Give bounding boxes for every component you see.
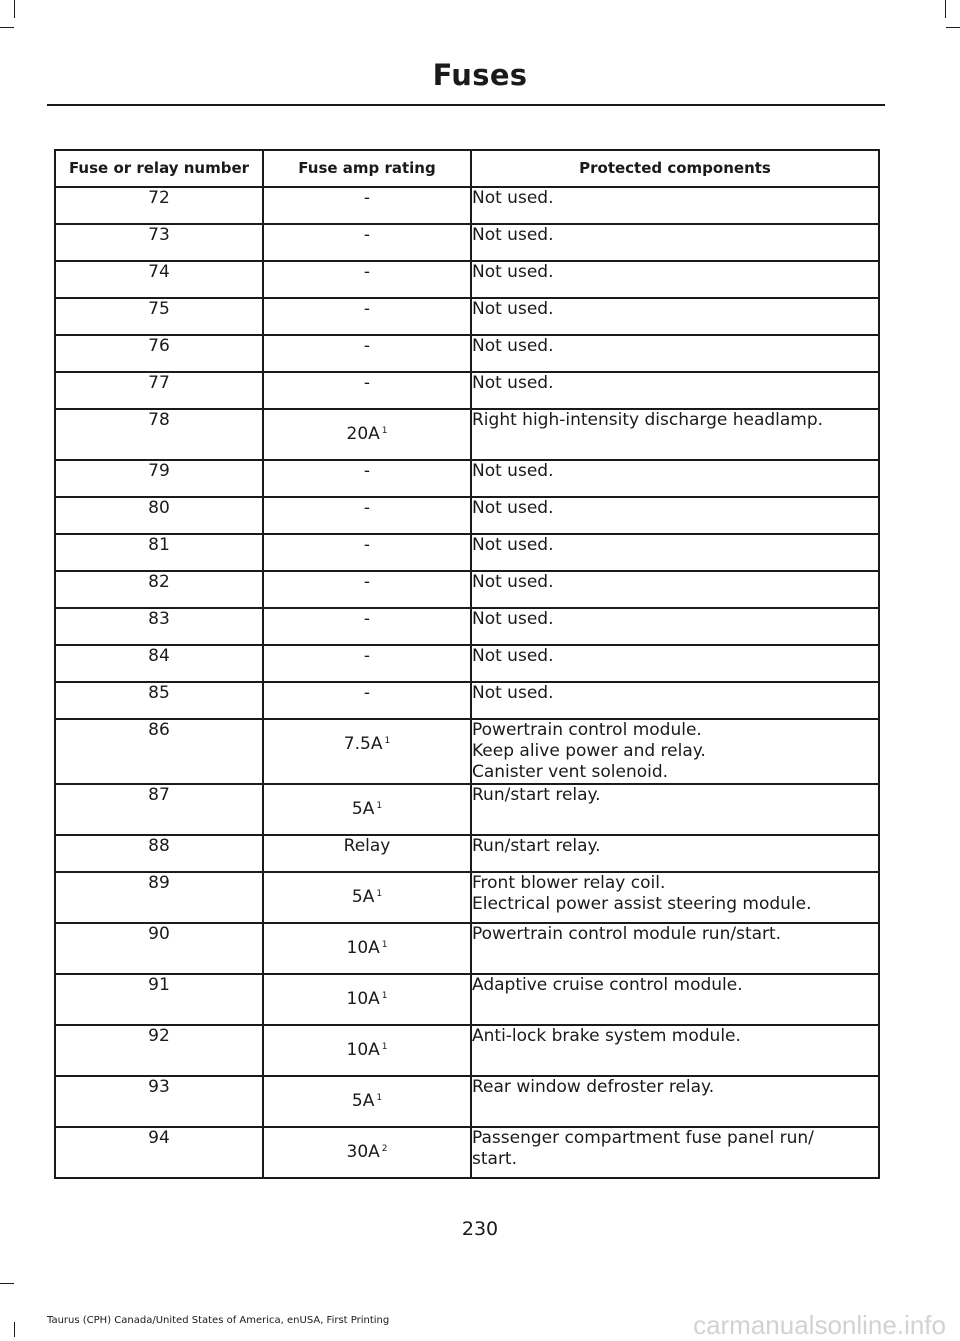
component-line: Electrical power assist steering module. — [472, 894, 812, 914]
footnote-marker: 1 — [384, 736, 391, 746]
amp-rating-cell — [263, 872, 471, 923]
component-line: Canister vent solenoid. — [472, 762, 669, 782]
component-line: Not used. — [472, 262, 554, 282]
table-row — [55, 784, 879, 835]
amp-rating-value: 10A — [346, 1040, 380, 1060]
crop-mark-top-left-h — [0, 27, 14, 28]
amp-rating-cell — [263, 534, 471, 571]
crop-mark-bottom-left-h — [0, 1283, 14, 1284]
amp-rating-cell — [263, 298, 471, 335]
amp-rating-value: - — [363, 498, 371, 518]
fuse-number-cell: 82 — [55, 571, 263, 608]
amp-rating-cell — [263, 1025, 471, 1076]
amp-rating-cell — [263, 187, 471, 224]
protected-components-cell — [471, 872, 879, 923]
amp-rating-cell — [263, 335, 471, 372]
component-line: Not used. — [472, 609, 554, 629]
fuse-number-cell: 76 — [55, 335, 263, 372]
table-row — [55, 719, 879, 784]
amp-rating-value: Relay — [343, 836, 391, 856]
footnote-marker: 1 — [376, 1093, 383, 1103]
amp-rating-cell — [263, 460, 471, 497]
fuse-number-cell: 74 — [55, 261, 263, 298]
amp-rating-cell — [263, 974, 471, 1025]
amp-rating-value: - — [363, 299, 371, 319]
protected-components-cell — [471, 460, 879, 497]
table-row — [55, 497, 879, 534]
protected-components-cell — [471, 335, 879, 372]
amp-rating-value: 5A — [351, 887, 375, 907]
component-line: Right high-intensity discharge headlamp. — [472, 410, 824, 430]
protected-components-cell — [471, 571, 879, 608]
amp-rating-value: - — [363, 225, 371, 245]
protected-components-cell — [471, 261, 879, 298]
fuse-number-cell: 86 — [55, 719, 263, 784]
table-row — [55, 872, 879, 923]
fuse-number-cell: 84 — [55, 645, 263, 682]
amp-rating-value: 10A — [346, 989, 380, 1009]
crop-mark-top-right-h — [946, 27, 960, 28]
table-row — [55, 1025, 879, 1076]
component-line: Not used. — [472, 225, 554, 245]
table-row — [55, 835, 879, 872]
crop-mark-bottom-left-v — [14, 1322, 15, 1337]
component-line: Not used. — [472, 535, 554, 555]
protected-components-cell — [471, 298, 879, 335]
amp-rating-cell — [263, 608, 471, 645]
footnote-marker: 2 — [381, 1144, 388, 1154]
component-line: Anti-lock brake system module. — [472, 1026, 741, 1046]
amp-rating-value: - — [363, 609, 371, 629]
component-line: Keep alive power and relay. — [472, 741, 706, 761]
component-line: Not used. — [472, 336, 554, 356]
component-line: Run/start relay. — [472, 785, 601, 805]
footnote-marker: 1 — [376, 801, 383, 811]
header-fuse-number: Fuse or relay number — [55, 150, 263, 187]
table-row — [55, 974, 879, 1025]
protected-components-cell — [471, 923, 879, 974]
watermark: carmanualsonline.info — [693, 1310, 946, 1340]
component-line: Not used. — [472, 373, 554, 393]
fuse-number-cell: 88 — [55, 835, 263, 872]
amp-rating-value: - — [363, 535, 371, 555]
table-row — [55, 608, 879, 645]
fuse-number-cell: 73 — [55, 224, 263, 261]
table-header-row — [55, 150, 879, 187]
fuse-table — [54, 149, 880, 1179]
amp-rating-cell — [263, 1076, 471, 1127]
component-line: Powertrain control module run/start. — [472, 924, 782, 944]
amp-rating-cell — [263, 682, 471, 719]
protected-components-cell — [471, 372, 879, 409]
protected-components-cell — [471, 835, 879, 872]
amp-rating-value: - — [363, 188, 371, 208]
fuse-number-cell: 91 — [55, 974, 263, 1025]
amp-rating-cell — [263, 224, 471, 261]
table-row — [55, 372, 879, 409]
table-row — [55, 224, 879, 261]
amp-rating-value: 20A — [346, 424, 380, 444]
fuse-table-body — [55, 187, 879, 1178]
fuse-number-cell: 77 — [55, 372, 263, 409]
footnote-marker: 1 — [381, 940, 388, 950]
amp-rating-value: 5A — [351, 1091, 375, 1111]
table-row — [55, 682, 879, 719]
footnote-marker: 1 — [376, 889, 383, 899]
amp-rating-value: 30A — [346, 1142, 380, 1162]
fuse-number-cell: 81 — [55, 534, 263, 571]
fuse-number-cell: 83 — [55, 608, 263, 645]
protected-components-cell — [471, 1127, 879, 1178]
protected-components-cell — [471, 187, 879, 224]
amp-rating-value: - — [363, 572, 371, 592]
amp-rating-cell — [263, 784, 471, 835]
component-line: Not used. — [472, 646, 554, 666]
fuse-number-cell: 93 — [55, 1076, 263, 1127]
amp-rating-cell — [263, 372, 471, 409]
fuse-number-cell: 92 — [55, 1025, 263, 1076]
fuse-number-cell: 78 — [55, 409, 263, 460]
table-row — [55, 534, 879, 571]
component-line: Not used. — [472, 498, 554, 518]
page-number: 230 — [461, 1218, 499, 1240]
component-line: Run/start relay. — [472, 836, 601, 856]
table-row — [55, 923, 879, 974]
table-row — [55, 335, 879, 372]
fuse-number-cell: 94 — [55, 1127, 263, 1178]
header-amp-rating: Fuse amp rating — [263, 150, 471, 187]
component-line: Not used. — [472, 299, 554, 319]
fuse-number-cell: 90 — [55, 923, 263, 974]
component-line: Passenger compartment fuse panel run/ — [472, 1128, 814, 1148]
protected-components-cell — [471, 1076, 879, 1127]
amp-rating-value: 5A — [351, 799, 375, 819]
fuse-number-cell: 87 — [55, 784, 263, 835]
fuse-number-cell: 79 — [55, 460, 263, 497]
protected-components-cell — [471, 534, 879, 571]
component-line: Not used. — [472, 188, 554, 208]
table-row — [55, 187, 879, 224]
amp-rating-cell — [263, 1127, 471, 1178]
fuse-number-cell: 75 — [55, 298, 263, 335]
title-divider — [47, 104, 885, 106]
page-footer: Taurus (CPH) Canada/United States of America, enUSA, First Printing — [47, 1315, 390, 1326]
fuse-number-cell: 89 — [55, 872, 263, 923]
fuse-number-cell: 80 — [55, 497, 263, 534]
amp-rating-cell — [263, 409, 471, 460]
footnote-marker: 1 — [381, 1042, 388, 1052]
component-line: Rear window defroster relay. — [472, 1077, 715, 1097]
amp-rating-value: 7.5A — [343, 734, 383, 754]
amp-rating-value: - — [363, 336, 371, 356]
protected-components-cell — [471, 224, 879, 261]
protected-components-cell — [471, 682, 879, 719]
footnote-marker: 1 — [381, 426, 388, 436]
protected-components-cell — [471, 1025, 879, 1076]
page-title: Fuses — [432, 58, 528, 92]
component-line: Not used. — [472, 683, 554, 703]
table-row — [55, 460, 879, 497]
crop-mark-top-left-v — [14, 0, 15, 18]
crop-mark-top-right-v — [945, 0, 946, 18]
amp-rating-cell — [263, 645, 471, 682]
table-row — [55, 571, 879, 608]
amp-rating-value: - — [363, 373, 371, 393]
amp-rating-cell — [263, 923, 471, 974]
amp-rating-value: - — [363, 683, 371, 703]
amp-rating-value: 10A — [346, 938, 380, 958]
fuse-number-cell: 85 — [55, 682, 263, 719]
protected-components-cell — [471, 608, 879, 645]
protected-components-cell — [471, 409, 879, 460]
component-line: Not used. — [472, 461, 554, 481]
amp-rating-cell — [263, 497, 471, 534]
component-line: Adaptive cruise control module. — [472, 975, 743, 995]
amp-rating-value: - — [363, 262, 371, 282]
amp-rating-cell — [263, 835, 471, 872]
amp-rating-cell — [263, 719, 471, 784]
amp-rating-value: - — [363, 461, 371, 481]
header-protected-components: Protected components — [471, 150, 879, 187]
component-line: Powertrain control module. — [472, 720, 702, 740]
fuse-number-cell: 72 — [55, 187, 263, 224]
protected-components-cell — [471, 719, 879, 784]
component-line: Not used. — [472, 572, 554, 592]
protected-components-cell — [471, 645, 879, 682]
component-line: Front blower relay coil. — [472, 873, 666, 893]
table-row — [55, 645, 879, 682]
protected-components-cell — [471, 497, 879, 534]
protected-components-cell — [471, 974, 879, 1025]
footnote-marker: 1 — [381, 991, 388, 1001]
amp-rating-cell — [263, 571, 471, 608]
table-row — [55, 409, 879, 460]
table-row — [55, 1127, 879, 1178]
table-row — [55, 298, 879, 335]
table-row — [55, 1076, 879, 1127]
amp-rating-cell — [263, 261, 471, 298]
protected-components-cell — [471, 784, 879, 835]
amp-rating-value: - — [363, 646, 371, 666]
table-row — [55, 261, 879, 298]
component-line: start. — [472, 1149, 517, 1169]
